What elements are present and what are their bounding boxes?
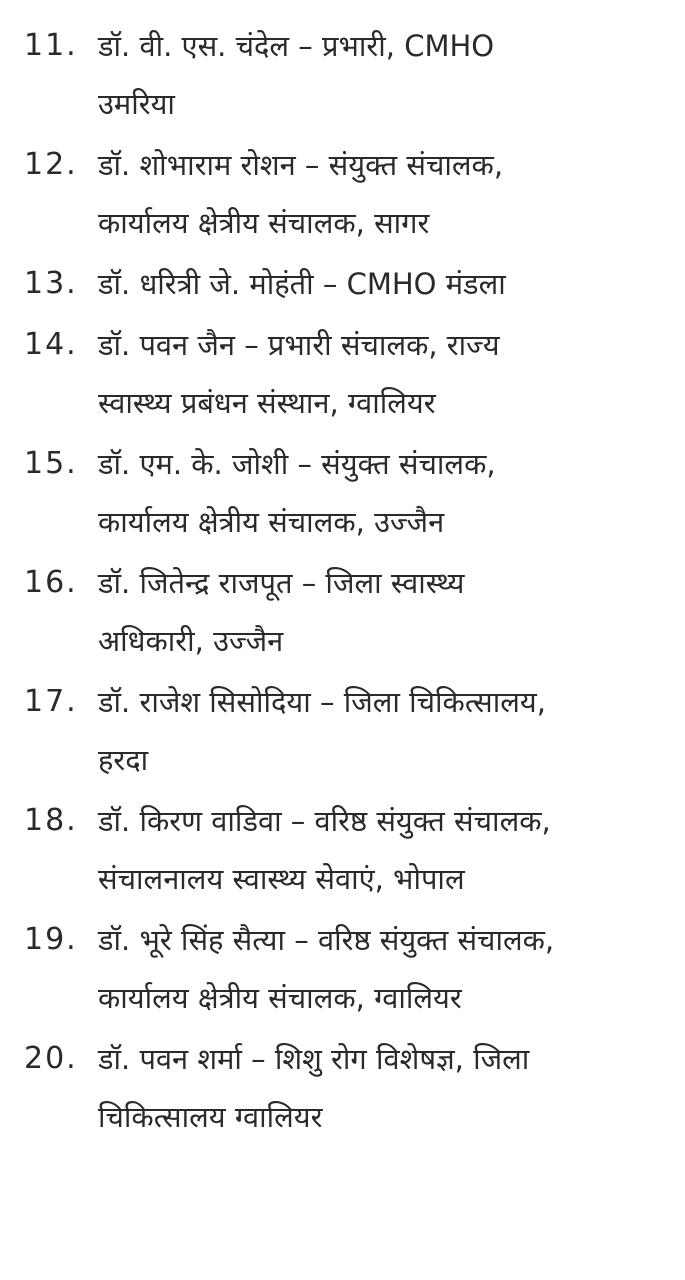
list-item <box>0 1035 685 1141</box>
item-text <box>98 22 685 128</box>
item-line: डॉ. पवन जैन – प्रभारी संचालक, राज्य <box>98 328 500 362</box>
item-text <box>98 260 685 308</box>
item-line: कार्यालय क्षेत्रीय संचालक, सागर <box>98 206 430 240</box>
list-item <box>0 678 685 784</box>
item-text <box>98 1035 685 1141</box>
item-text <box>98 678 685 784</box>
item-line: कार्यालय क्षेत्रीय संचालक, ग्वालियर <box>98 981 462 1015</box>
item-line: डॉ. पवन शर्मा – शिशु रोग विशेषज्ञ, जिला <box>98 1042 530 1076</box>
item-line: डॉ. राजेश सिसोदिया – जिला चिकित्सालय, <box>98 685 546 719</box>
item-text <box>98 797 685 903</box>
list-item <box>0 559 685 665</box>
item-text <box>98 141 685 247</box>
item-number: 20. <box>24 1041 78 1076</box>
item-line: डॉ. भूरे सिंह सैत्या – वरिष्ठ संयुक्त संचालक, <box>98 923 555 957</box>
item-line: चिकित्सालय ग्वालियर <box>98 1100 323 1134</box>
item-line: हरदा <box>98 743 149 777</box>
item-number: 13. <box>24 266 78 301</box>
item-number: 18. <box>24 803 78 838</box>
item-text <box>98 440 685 546</box>
item-text <box>98 916 685 1022</box>
list-item <box>0 797 685 903</box>
item-line: अधिकारी, उज्जैन <box>98 624 284 658</box>
item-number: 17. <box>24 684 78 719</box>
list-item <box>0 22 685 128</box>
item-text <box>98 321 685 427</box>
item-line: डॉ. किरण वाडिवा – वरिष्ठ संयुक्त संचालक, <box>98 804 551 838</box>
item-number: 12. <box>24 147 78 182</box>
item-text <box>98 559 685 665</box>
item-number: 14. <box>24 327 78 362</box>
item-line: डॉ. जितेन्द्र राजपूत – जिला स्वास्थ्य <box>98 566 465 600</box>
item-number: 16. <box>24 565 78 600</box>
item-line: उमरिया <box>98 87 175 121</box>
item-line: डॉ. वी. एस. चंदेल – प्रभारी, CMHO <box>98 29 495 63</box>
item-number: 11. <box>24 28 78 63</box>
item-line: संचालनालय स्वास्थ्य सेवाएं, भोपाल <box>98 862 465 896</box>
item-line: डॉ. शोभाराम रोशन – संयुक्त संचालक, <box>98 148 504 182</box>
list-item <box>0 141 685 247</box>
list-item <box>0 321 685 427</box>
item-line: कार्यालय क्षेत्रीय संचालक, उज्जैन <box>98 505 445 539</box>
list-item <box>0 260 685 308</box>
item-line: डॉ. एम. के. जोशी – संयुक्त संचालक, <box>98 447 496 481</box>
item-number: 15. <box>24 446 78 481</box>
item-number: 19. <box>24 922 78 957</box>
officials-list <box>0 22 685 1154</box>
list-item <box>0 916 685 1022</box>
item-line: डॉ. धरित्री जे. मोहंती – CMHO मंडला <box>98 267 506 301</box>
list-item <box>0 440 685 546</box>
item-line: स्वास्थ्य प्रबंधन संस्थान, ग्वालियर <box>98 386 436 420</box>
